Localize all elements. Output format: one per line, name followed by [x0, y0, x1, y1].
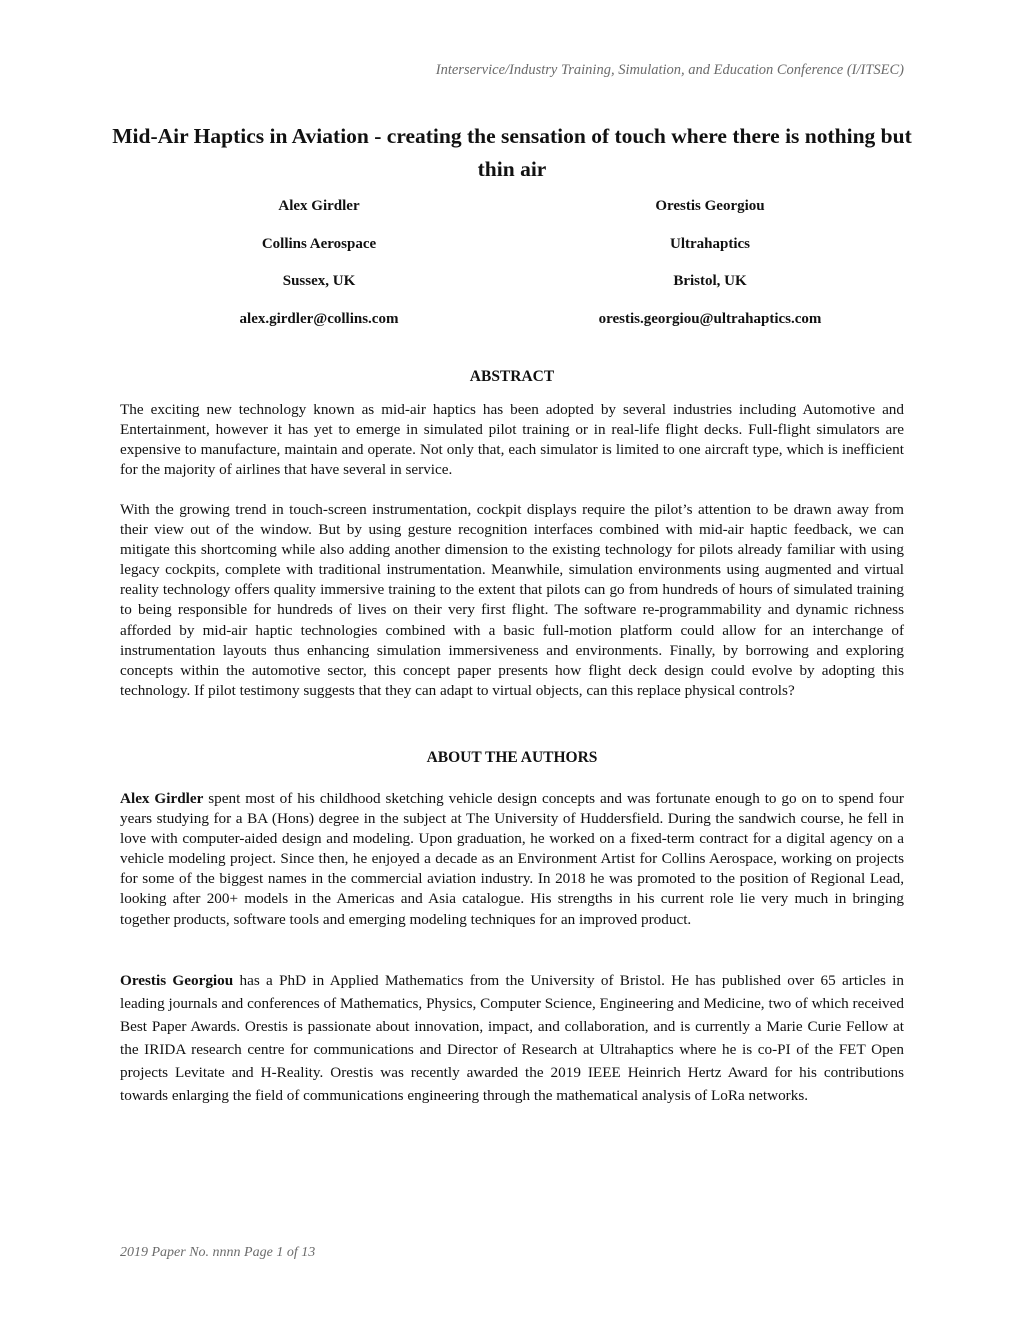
author-location: Bristol, UK	[673, 273, 747, 289]
author-block-1	[139, 196, 499, 346]
bio-author-name: Orestis Georgiou	[120, 972, 234, 989]
page-footer: 2019 Paper No. nnnn Page 1 of 13	[120, 1245, 316, 1260]
paper-title: Mid-Air Haptics in Aviation - creating the sensation of touch where there is nothing but thin air	[112, 124, 912, 181]
author-bio-2	[120, 970, 904, 1107]
author-bio-1	[120, 789, 904, 930]
author-name: Alex Girdler	[278, 198, 360, 214]
author-email: alex.girdler@collins.com	[239, 310, 399, 327]
abstract-heading: ABSTRACT	[469, 368, 555, 385]
abstract-paragraph-2: With the growing trend in touch-screen instrumentation, cockpit displays require the pilot’s attention to be drawn away from their view out of the window. But by using gesture recognition interfaces combined with mid-air haptic feedback, we can mitigate this shortcoming while also adding another dimension to the existing technology for pilots already familiar with using legacy cockpits, complete with traditional instrumentation. Meanwhile, simulation environments using augmented and virtual reality technology offers quality immersive training to the extent that pilots can go from hundreds of hours of simulated training to being responsible for hundreds of lives on their very first flight. The software re-programmability and dynamic richness afforded by mid-air haptic technologies combined with a basic full-motion platform could allow for an interchange of instrumentation layouts thus enhancing simulation immersiveness and environments. Finally, by borrowing and exploring concepts within the automotive sector, this concept paper presents how flight deck design could evolve by adopting this technology. If pilot testimony suggests that they can adapt to virtual objects, can this replace physical controls?	[120, 501, 904, 699]
author-email: orestis.georgiou@ultrahaptics.com	[598, 310, 822, 327]
author-affiliation: Ultrahaptics	[670, 235, 750, 252]
abstract-paragraph-1: The exciting new technology known as mid-air haptics has been adopted by several industries including Automotive and Entertainment, however it has yet to emerge in simulated pilot training or in real-life flight decks. Full-flight simulators are expensive to manufacture, maintain and operate. Not only that, each simulator is limited to one aircraft type, which is inefficient for the majority of airlines that have several in service.	[120, 401, 904, 479]
bio-text: has a PhD in Applied Mathematics from the University of Bristol. He has published over 65 articles in leading journals and conferences of Mathematics, Physics, Computer Science, Engineering and Medicine, two of which received Best Paper Awards. Orestis is passionate about innovation, impact, and collaboration, and is currently a Marie Curie Fellow at the IRIDA research centre for communications and Director of Research at Ultrahaptics where he is co-PI of the FET Open projects Levitate and H-Reality. Orestis was recently awarded the 2019 IEEE Heinrich Hertz Award for his contributions towards enlarging the field of communications engineering through the mathematical analysis of LoRa networks.	[120, 972, 904, 1104]
bio-text: spent most of his childhood sketching vehicle design concepts and was fortunate enough to go on to spend four years studying for a BA (Hons) degree in the subject at The University of Huddersfield. During the sandwich course, he fell in love with computer-aided design and modeling. Upon graduation, he worked on a fixed-term contract for a digital agency on a vehicle modeling project. Since then, he enjoyed a decade as an Environment Artist for Collins Aerospace, working on projects for some of the biggest names in the commercial aviation industry. In 2018 he was promoted to the position of Regional Lead, looking after 200+ models in the Americas and Asia catalogue. His strengths in his current role lie very much in bringing together products, software tools and emerging modeling techniques for an improved product.	[120, 790, 904, 928]
author-block-2	[530, 196, 890, 346]
about-authors-heading: ABOUT THE AUTHORS	[426, 749, 598, 766]
author-location: Sussex, UK	[282, 273, 356, 289]
running-header: Interservice/Industry Training, Simulation, and Education Conference (I/ITSEC)	[435, 62, 904, 78]
author-name: Orestis Georgiou	[655, 198, 765, 214]
bio-author-name: Alex Girdler	[120, 790, 204, 807]
author-affiliation: Collins Aerospace	[261, 235, 377, 252]
